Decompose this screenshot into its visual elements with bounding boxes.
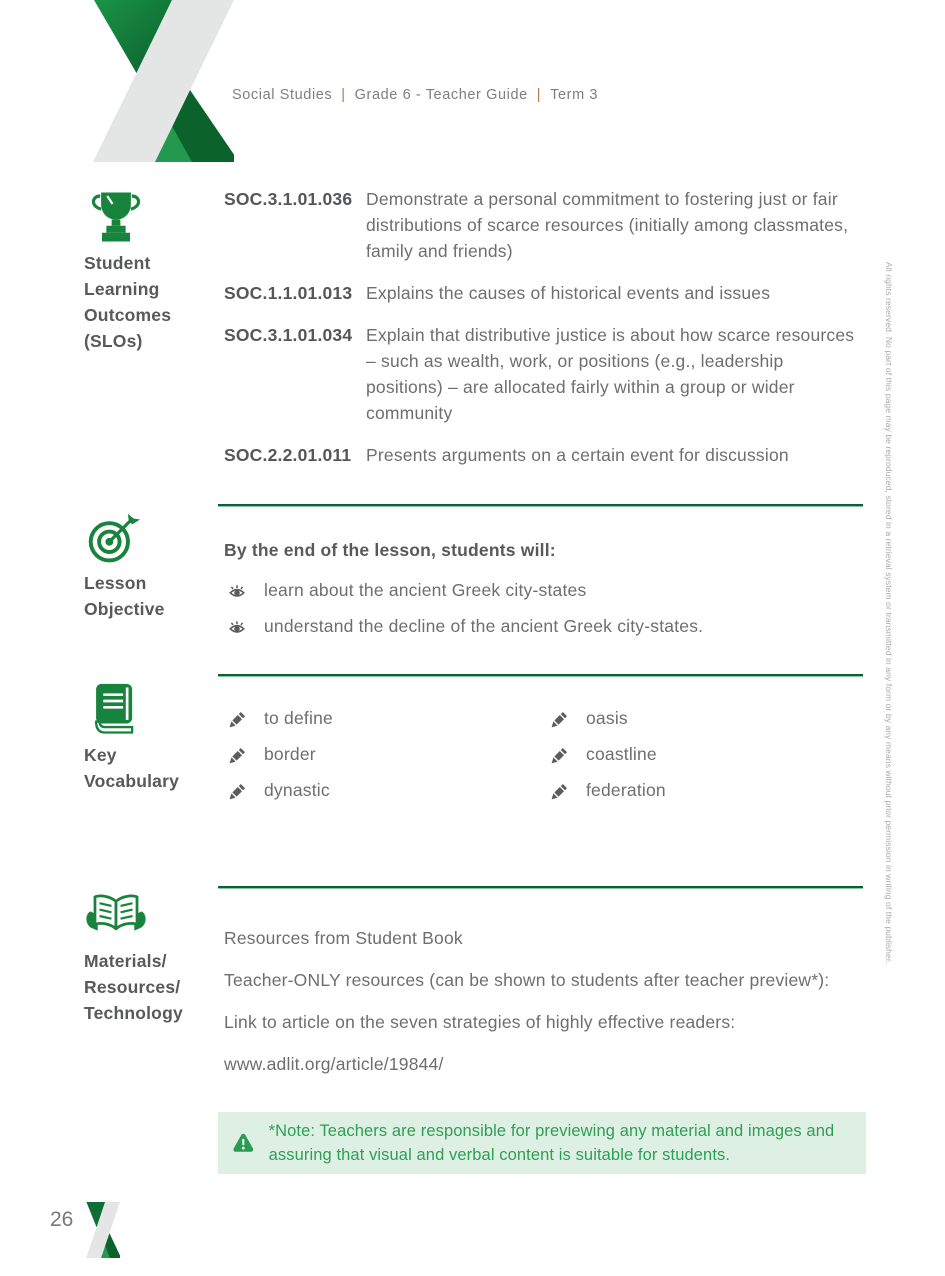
- pencil-icon: [228, 781, 248, 801]
- warning-icon: [232, 1125, 255, 1161]
- note-text: *Note: Teachers are responsible for previewing any material and images and assuring that visual and verbal content is suitable for students.: [268, 1122, 835, 1164]
- slo-description: Explains the causes of historical events and issues: [366, 283, 771, 303]
- objective-bullet: [228, 616, 703, 637]
- vocab-word: border: [264, 744, 316, 764]
- note-box: [218, 1112, 866, 1174]
- open-book-hands-icon: [84, 892, 148, 940]
- materials-resource-url: www.adlit.org/article/19844/: [224, 1054, 444, 1074]
- slo-list: [224, 186, 864, 484]
- vocab-item: [550, 744, 657, 765]
- pencil-icon: [550, 781, 570, 801]
- vocab-word: to define: [264, 708, 333, 728]
- header-subject: Social Studies: [232, 87, 333, 103]
- pencil-icon: [228, 745, 248, 765]
- materials-paragraph: Teacher-ONLY resources (can be shown to students after teacher preview*):: [224, 970, 830, 990]
- slo-row: [224, 322, 864, 426]
- objective-bullet: [228, 580, 586, 601]
- header-term: Term 3: [550, 87, 599, 103]
- slo-code: SOC.1.1.01.013: [224, 283, 353, 303]
- vocab-item: [550, 708, 628, 729]
- header-separator: |: [341, 87, 346, 103]
- pencil-icon: [228, 709, 248, 729]
- materials-paragraphs: [224, 925, 864, 1093]
- vocab-word: oasis: [586, 708, 628, 728]
- materials-paragraph: Resources from Student Book: [224, 928, 463, 948]
- slo-code: SOC.3.1.01.036: [224, 189, 353, 209]
- page-number: 26: [50, 1208, 74, 1231]
- footer-brand-logo: [84, 1202, 120, 1258]
- objective-bullet-text: learn about the ancient Greek city-states: [264, 580, 587, 600]
- pencil-icon: [550, 709, 570, 729]
- vocab-item: [228, 708, 333, 729]
- slo-row: [224, 442, 864, 468]
- copyright-notice: All rights reserved. No part of this page may be reproduced, stored in a retrieval system or transmitted in any form or by any means without prior permission in writing of the publisher.: [884, 262, 894, 964]
- vocab-item: [550, 780, 666, 801]
- page-header: [232, 87, 598, 103]
- section-label-slo: Student Learning Outcomes (SLOs): [84, 253, 172, 351]
- book-icon: [88, 680, 142, 740]
- slo-code: SOC.3.1.01.034: [224, 325, 353, 345]
- slo-row: [224, 186, 864, 264]
- brand-logo: [84, 0, 234, 162]
- slo-description: Demonstrate a personal commitment to fostering just or fair distributions of scarce resources (initially among classmates, family and friends): [366, 189, 849, 261]
- vocab-word: dynastic: [264, 780, 330, 800]
- target-arrow-icon: [86, 512, 142, 566]
- section-divider: [218, 504, 863, 507]
- vocab-word: coastline: [586, 744, 657, 764]
- slo-code: SOC.2.2.01.011: [224, 445, 352, 465]
- vocab-word: federation: [586, 780, 666, 800]
- header-grade: Grade 6 - Teacher Guide: [354, 87, 528, 103]
- eye-icon: [228, 582, 246, 600]
- section-label-materials: Materials/ Resources/ Technology: [84, 951, 183, 1023]
- materials-paragraph: Link to article on the seven strategies of highly effective readers:: [224, 1012, 736, 1032]
- section-label-objective: Lesson Objective: [84, 573, 165, 619]
- trophy-icon: [88, 186, 144, 248]
- section-label-vocabulary: Key Vocabulary: [84, 745, 180, 791]
- slo-description: Explain that distributive justice is about how scarce resources – such as wealth, work, or positions (e.g., leadership positions) – are allocated fairly within a group or wider community: [366, 325, 855, 423]
- section-divider: [218, 674, 863, 677]
- section-divider: [218, 886, 863, 889]
- eye-icon: [228, 618, 246, 636]
- slo-description: Presents arguments on a certain event for discussion: [366, 445, 789, 465]
- vocab-item: [228, 744, 316, 765]
- vocab-item: [228, 780, 330, 801]
- objective-intro: By the end of the lesson, students will:: [224, 540, 556, 560]
- objective-bullet-text: understand the decline of the ancient Greek city-states.: [264, 616, 704, 636]
- slo-row: [224, 280, 864, 306]
- header-separator: |: [536, 87, 542, 103]
- pencil-icon: [550, 745, 570, 765]
